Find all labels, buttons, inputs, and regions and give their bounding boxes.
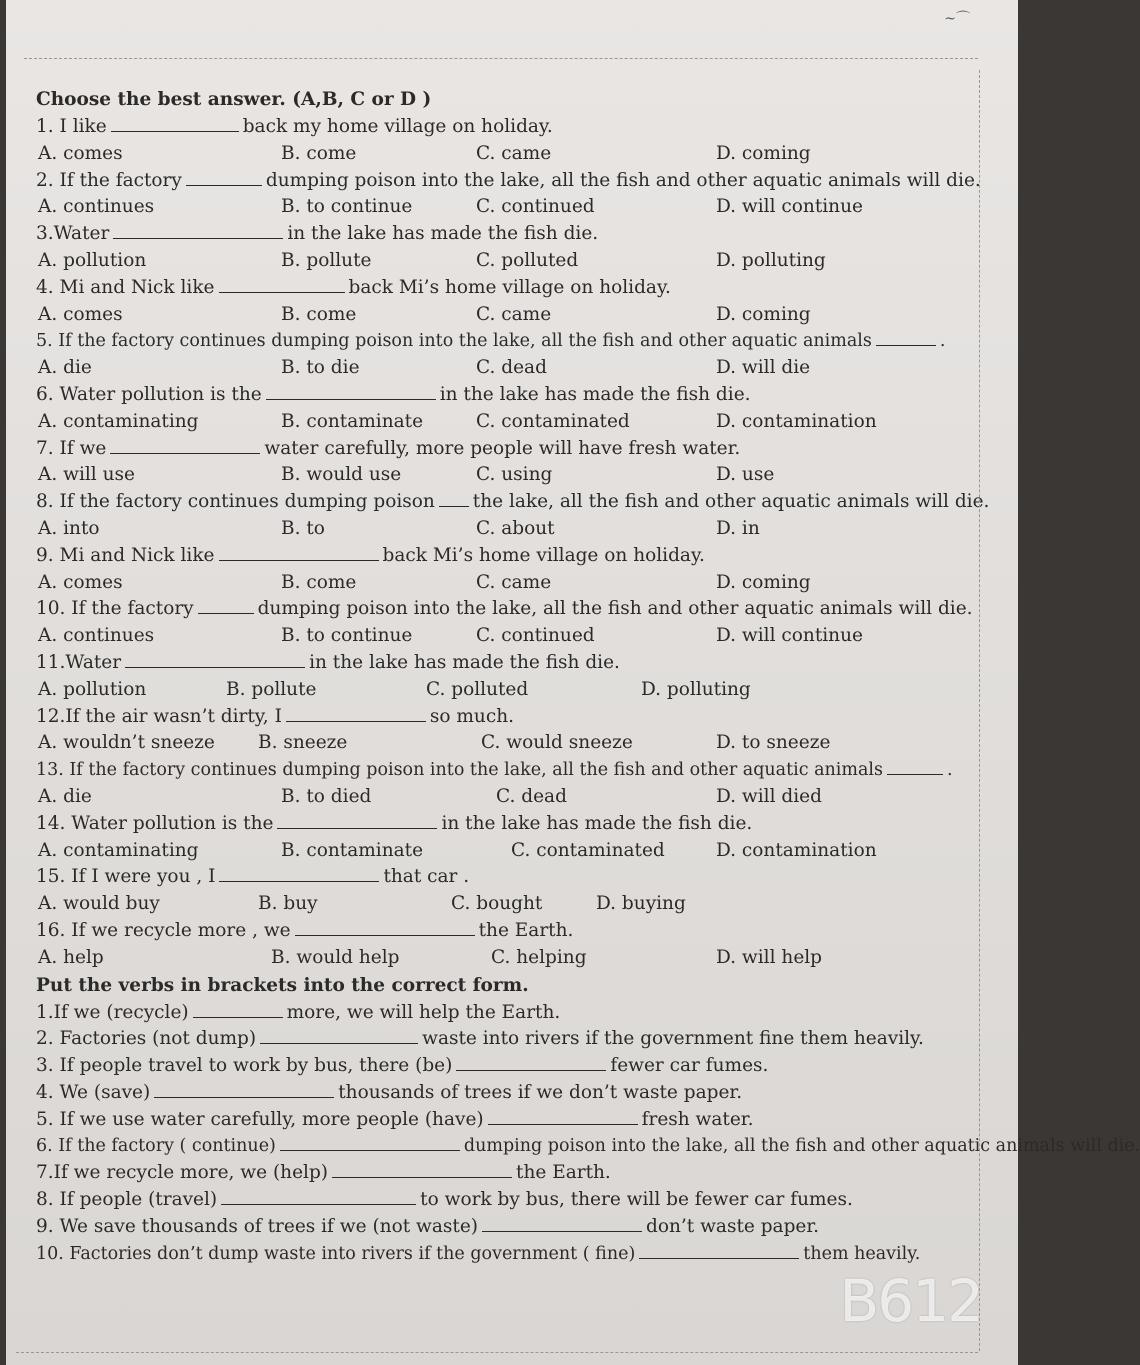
item-text: 5. If we use water carefully, more people (have) [36,1108,484,1130]
question-10 [36,596,973,623]
verb-item-5 [36,1107,961,1134]
question-text: 13. If the factory continues dumping poison into the lake, all the fish and other aquatic animals [36,760,883,781]
question-7 [36,436,961,463]
option-d[interactable]: D. polluting [641,678,751,700]
options-4 [36,302,961,329]
option-a[interactable]: A. die [38,785,92,807]
question-2 [36,168,981,195]
option-c[interactable]: C. dead [496,785,567,807]
item-text: 1.If we (recycle) [36,1001,189,1023]
option-d[interactable]: D. contamination [716,839,877,861]
item-text: thousands of trees if we don’t waste paper. [338,1081,743,1103]
option-d[interactable]: D. will continue [716,196,863,218]
option-c[interactable]: C. would sneeze [481,732,633,754]
option-b[interactable]: B. sneeze [258,732,348,754]
option-d[interactable]: D. to sneeze [716,732,831,754]
options-13 [36,784,961,811]
item-text: 7.If we recycle more, we (help) [36,1162,329,1184]
item-text: more, we will help the Earth. [286,1001,561,1023]
option-a[interactable]: A. comes [38,142,123,164]
question-3 [36,221,961,248]
options-11 [36,677,961,704]
answer-blank[interactable] [439,490,469,507]
answer-blank[interactable] [113,222,283,239]
item-text: 3. If people travel to work by bus, there (be) [36,1055,453,1077]
verb-item-9 [36,1214,961,1241]
question-text: 9. Mi and Nick like [36,544,215,566]
option-a[interactable]: A. continues [38,625,155,647]
options-10 [36,623,961,650]
question-text: 11.Water [36,651,122,673]
option-c[interactable]: C. polluted [476,249,579,271]
question-text: . [947,760,953,781]
option-c[interactable]: C. dead [476,357,547,379]
answer-blank[interactable] [186,169,262,186]
question-text: 8. If the factory continues dumping poison [36,491,435,513]
option-d[interactable]: D. will help [716,946,823,968]
verb-item-6 [36,1133,1140,1160]
item-text: 6. If the factory ( continue) [36,1136,276,1157]
option-a[interactable]: A. help [38,946,104,968]
option-d[interactable]: D. coming [716,571,811,593]
option-c[interactable]: C. came [476,303,552,325]
question-text: 14. Water pollution is the [36,812,274,834]
option-a[interactable]: A. die [38,357,92,379]
question-text: back my home village on holiday. [242,116,553,137]
answer-blank[interactable] [488,1108,638,1125]
question-text: in the lake has made the fish die. [441,812,753,834]
option-d[interactable]: D. in [716,517,760,539]
question-text: 2. If the factory [36,169,182,191]
item-text: to work by bus, there will be fewer car fumes. [420,1189,853,1211]
item-text: the Earth. [516,1162,611,1184]
question-text: . [939,331,946,352]
option-b[interactable]: B. to died [281,785,372,807]
answer-blank[interactable] [887,758,943,775]
item-text: don’t waste paper. [646,1215,820,1237]
question-text: 12.If the air wasn’t dirty, I [36,705,282,727]
option-b[interactable]: B. to [281,517,325,539]
question-text: back Mi’s home village on holiday. [348,276,671,298]
option-b[interactable]: B. to continue [281,625,413,647]
option-a[interactable]: A. into [38,517,100,539]
item-text: 4. We (save) [36,1081,151,1103]
option-d[interactable]: D. buying [596,893,686,915]
verb-item-10 [36,1241,961,1268]
option-b[interactable]: B. come [281,303,357,325]
answer-blank[interactable] [219,865,379,882]
options-12 [36,730,961,757]
item-text: fresh water. [641,1108,754,1130]
option-c[interactable]: C. continued [476,625,595,647]
options-5 [36,355,961,382]
answer-blank[interactable] [219,276,345,293]
answer-blank[interactable] [280,1134,460,1151]
question-text: 1. I like [36,116,107,137]
verb-item-4 [36,1080,961,1107]
answer-blank[interactable] [332,1161,512,1178]
worksheet-content [36,86,1140,1267]
question-text: the lake, all the fish and other aquatic animals will die. [472,491,990,513]
option-b[interactable]: B. would help [271,946,400,968]
answer-blank[interactable] [260,1027,418,1044]
question-4 [36,275,961,302]
question-text: the Earth. [478,919,574,941]
option-b[interactable]: B. would use [281,464,402,486]
option-c[interactable]: C. contaminated [511,839,665,861]
question-6 [36,382,961,409]
option-a[interactable]: A. wouldn’t sneeze [38,732,215,754]
option-a[interactable]: A. would buy [38,893,160,915]
question-text: 5. If the factory continues dumping poison into the lake, all the fish and other aquatic animals [36,331,872,352]
worksheet-paper [6,0,1140,1365]
question-14 [36,811,961,838]
option-c[interactable]: C. polluted [426,678,529,700]
option-d[interactable]: D. use [716,464,775,486]
question-text: in the lake has made the fish die. [309,651,620,673]
options-15 [36,891,961,918]
item-text: 8. If people (travel) [36,1189,218,1211]
options-16 [36,945,961,972]
option-d[interactable]: D. will died [716,785,822,807]
option-a[interactable]: A. contaminating [38,410,199,432]
option-c[interactable]: C. continued [476,196,595,218]
question-16 [36,918,961,945]
verb-item-2 [36,1026,961,1053]
options-8 [36,516,961,543]
item-text: 9. We save thousands of trees if we (not waste) [36,1215,478,1237]
answer-blank[interactable] [295,919,475,936]
section1-heading: Choose the best answer. (A,B, C or D ) [36,89,432,110]
answer-blank[interactable] [639,1242,799,1259]
item-text: waste into rivers if the government fine them heavily. [422,1028,924,1050]
answer-blank[interactable] [154,1081,334,1098]
question-11 [36,650,961,677]
question-text: water carefully, more people will have fresh water. [264,437,741,459]
verb-item-3 [36,1053,961,1080]
question-text: dumping poison into the lake, all the fish and other aquatic animals will die. [265,169,981,191]
question-text: 10. If the factory [36,598,194,620]
option-a[interactable]: A. comes [38,571,123,593]
item-text: 2. Factories (not dump) [36,1028,257,1050]
option-c[interactable]: C. using [476,464,553,486]
answer-blank[interactable] [193,1001,283,1018]
option-a[interactable]: A. contaminating [38,839,199,861]
option-b[interactable]: B. come [281,142,357,164]
option-a[interactable]: A. continues [38,196,155,218]
option-b[interactable]: B. pollute [226,678,317,700]
item-text: fewer car fumes. [610,1055,769,1077]
options-9 [36,570,961,597]
answer-blank[interactable] [110,437,260,454]
options-6 [36,409,961,436]
option-a[interactable]: A. pollution [38,678,147,700]
option-c[interactable]: C. came [476,571,552,593]
option-d[interactable]: D. contamination [716,410,877,432]
option-a[interactable]: A. will use [38,464,135,486]
answer-blank[interactable] [266,383,436,400]
verb-item-8 [36,1187,961,1214]
option-c[interactable]: C. came [476,142,552,164]
question-text: in the lake has made the fish die. [287,223,599,245]
question-15 [36,864,961,891]
section2-heading: Put the verbs in brackets into the correct form. [36,974,529,996]
answer-blank[interactable] [277,812,437,829]
option-c[interactable]: C. about [476,517,555,539]
option-c[interactable]: C. helping [491,946,587,968]
question-1 [36,114,961,141]
question-5 [36,328,961,355]
option-a[interactable]: A. comes [38,303,123,325]
question-text: 16. If we recycle more , we [36,919,291,941]
answer-blank[interactable] [286,705,426,722]
answer-blank[interactable] [111,115,239,132]
answer-blank[interactable] [876,329,936,346]
question-text: that car . [383,866,470,888]
verb-item-7 [36,1160,961,1187]
pen-mark: ~⌒ [944,11,970,27]
watermark: B612 [839,1267,982,1335]
option-d[interactable]: D. will die [716,357,811,379]
option-b[interactable]: B. contaminate [281,839,424,861]
question-text: 7. If we [36,437,107,459]
option-b[interactable]: B. contaminate [281,410,424,432]
item-text: dumping poison into the lake, all the fish and other aquatic animals will die. [463,1136,1140,1157]
option-d[interactable]: D. coming [716,142,811,164]
answer-blank[interactable] [221,1188,416,1205]
question-text: 6. Water pollution is the [36,383,262,405]
option-c[interactable]: C. bought [451,893,543,915]
question-text: 4. Mi and Nick like [36,276,215,298]
item-text: them heavily. [803,1243,921,1264]
option-d[interactable]: D. will continue [716,625,863,647]
option-d[interactable]: D. polluting [716,249,826,271]
option-c[interactable]: C. contaminated [476,410,630,432]
option-a[interactable]: A. pollution [38,249,147,271]
options-14 [36,838,961,865]
answer-blank[interactable] [456,1054,606,1071]
answer-blank[interactable] [219,544,379,561]
option-b[interactable]: B. come [281,571,357,593]
options-3 [36,248,961,275]
question-text: back Mi’s home village on holiday. [382,544,705,566]
bottom-dashed-rule [16,1352,978,1353]
question-9 [36,543,961,570]
question-12 [36,704,961,731]
option-b[interactable]: B. to continue [281,196,413,218]
question-8 [36,489,990,516]
question-text: in the lake has made the fish die. [439,383,751,405]
question-text: so much. [429,705,515,727]
option-b[interactable]: B. to die [281,357,360,379]
question-13 [36,757,961,784]
item-text: 10. Factories don’t dump waste into rivers if the government ( fine) [36,1243,636,1264]
question-text: 3.Water [36,223,110,245]
option-d[interactable]: D. coming [716,303,811,325]
answer-blank[interactable] [482,1215,642,1232]
option-b[interactable]: B. pollute [281,249,372,271]
options-2 [36,194,961,221]
answer-blank[interactable] [198,597,254,614]
verb-item-1 [36,1000,961,1027]
options-1 [36,141,961,168]
question-text: 15. If I were you , I [36,866,216,888]
question-text: dumping poison into the lake, all the fish and other aquatic animals will die. [257,598,973,620]
options-7 [36,462,961,489]
answer-blank[interactable] [125,651,305,668]
option-b[interactable]: B. buy [258,893,318,915]
